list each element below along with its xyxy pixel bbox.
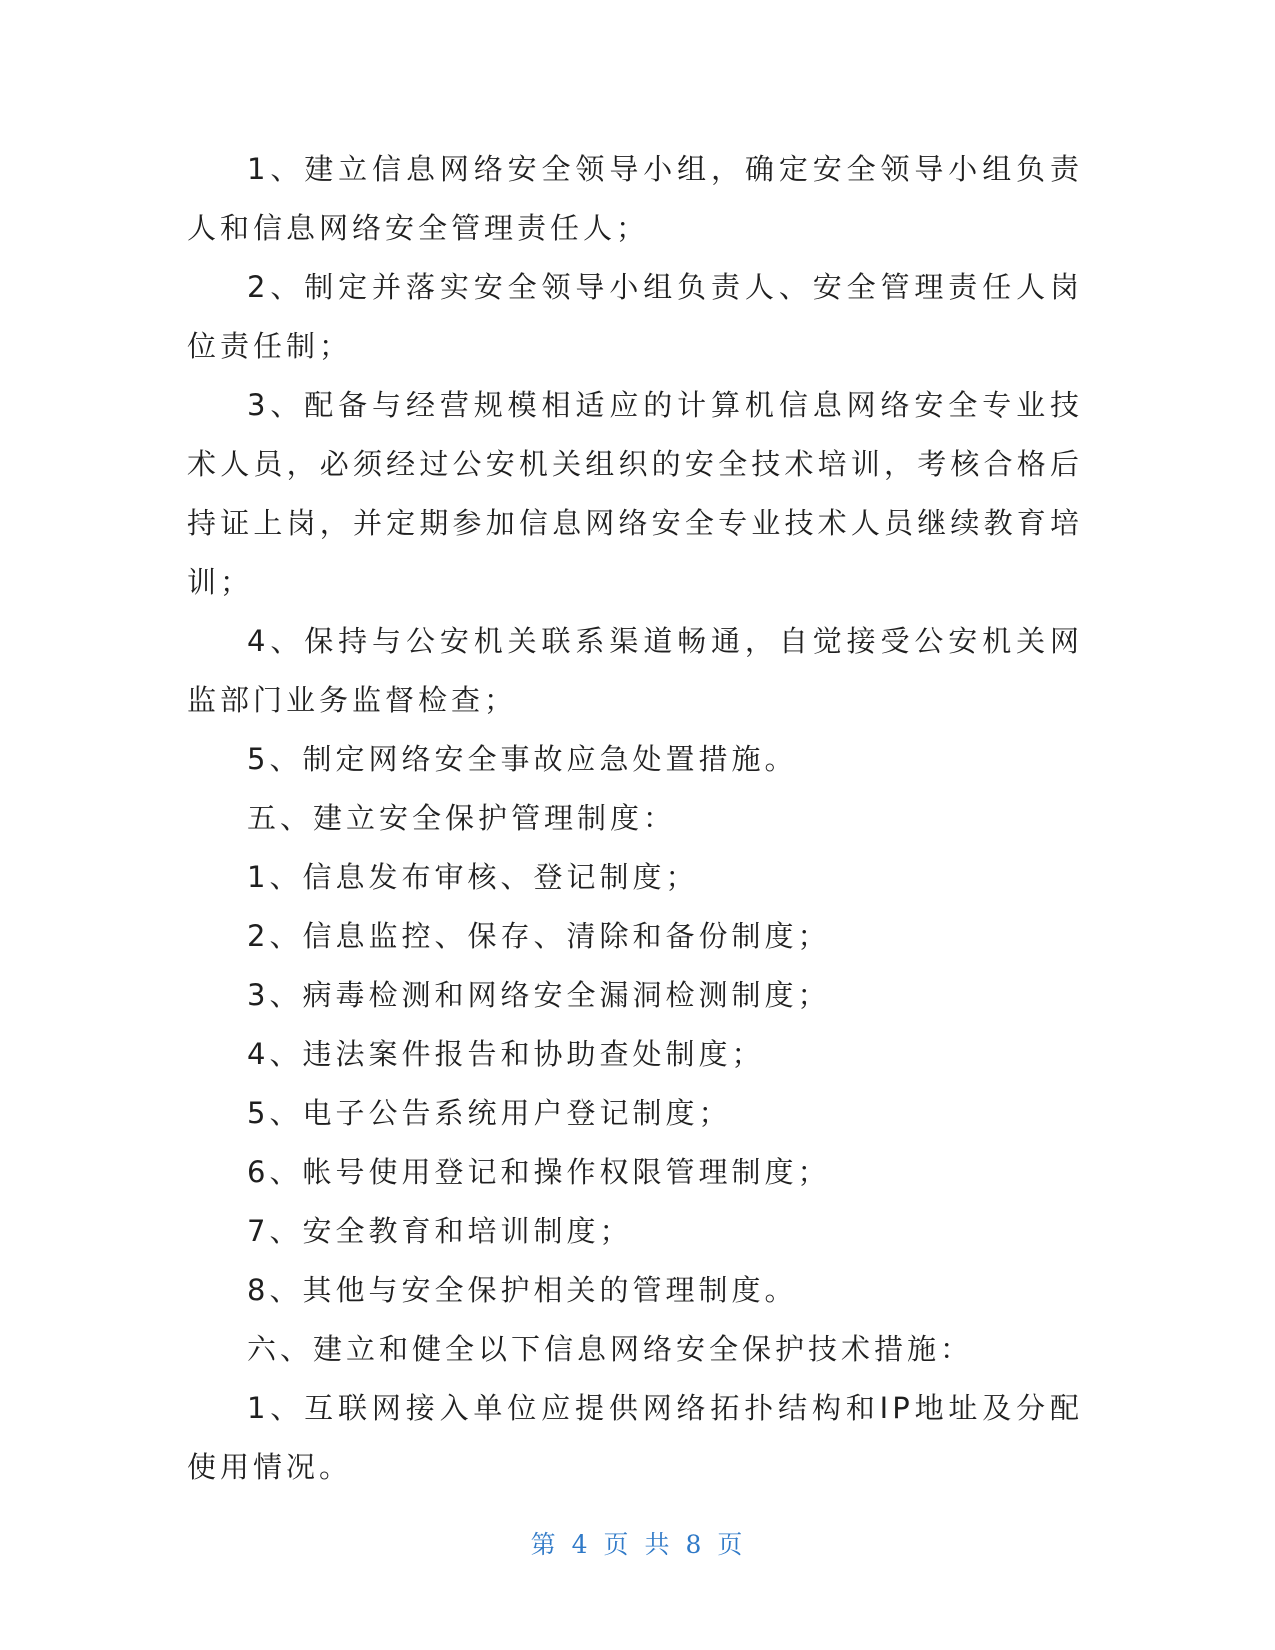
current-page-number: 4 [571,1530,590,1559]
footer-prefix: 第 [530,1530,558,1559]
paragraph: 3、病毒检测和网络安全漏洞检测制度； [247,978,831,1012]
paragraph: 5、电子公告系统用户登记制度； [247,1096,732,1130]
document-body [187,140,1083,1497]
paragraph: 1、建立信息网络安全领导小组，确定安全领导小组负责人和信息网络安全管理责任人； [187,152,1083,245]
paragraph: 3、配备与经营规模相适应的计算机信息网络安全专业技术人员，必须经过公安机关组织的安全技术培训，考核合格后持证上岗，并定期参加信息网络安全专业技术人员继续教育培训； [187,388,1083,599]
section-heading: 五、建立安全保护管理制度： [247,801,677,835]
paragraph: 2、制定并落实安全领导小组负责人、安全管理责任人岗位责任制； [187,270,1083,363]
paragraph: 7、安全教育和培训制度； [247,1214,633,1248]
paragraph: 2、信息监控、保存、清除和备份制度； [247,919,831,953]
paragraph: 4、保持与公安机关联系渠道畅通，自觉接受公安机关网监部门业务监督检查； [187,624,1083,717]
footer-page-label: 页 [603,1530,631,1559]
total-pages-number: 8 [685,1530,704,1559]
footer-total-label: 共 [644,1530,672,1559]
paragraph: 1、互联网接入单位应提供网络拓扑结构和IP地址及分配使用情况。 [187,1391,1083,1484]
section-heading: 六、建立和健全以下信息网络安全保护技术措施： [247,1332,974,1366]
paragraph: 1、信息发布审核、登记制度； [247,860,699,894]
paragraph: 8、其他与安全保护相关的管理制度。 [247,1273,798,1307]
footer-page-end-label: 页 [717,1530,745,1559]
paragraph: 6、帐号使用登记和操作权限管理制度； [247,1155,831,1189]
paragraph: 4、违法案件报告和协助查处制度； [247,1037,765,1071]
page-number-footer [0,1528,1275,1562]
paragraph: 5、制定网络安全事故应急处置措施。 [247,742,798,776]
